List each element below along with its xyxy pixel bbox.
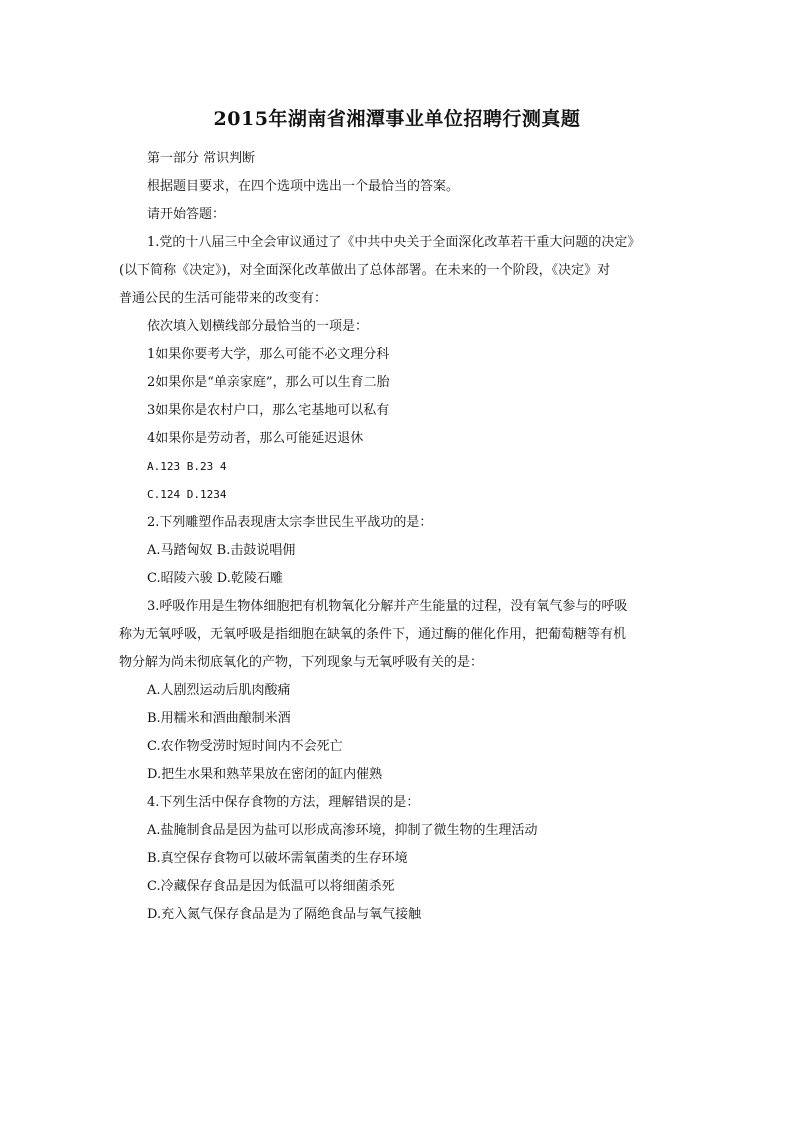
- question-4-option-b: B.真空保存食物可以破坏需氧菌类的生存环境: [147, 851, 408, 866]
- question-3-option-c: C.农作物受涝时短时间内不会死亡: [147, 739, 343, 754]
- question-3-line-1: 3.呼吸作用是生物体细胞把有机物氧化分解并产生能量的过程，没有氧气参与的呼吸: [147, 599, 628, 614]
- question-3-option-d: D.把生水果和熟苹果放在密闭的缸内催熟: [147, 767, 383, 782]
- instruction-text: 根据题目要求，在四个选项中选出一个最恰当的答案。: [147, 179, 460, 194]
- question-4-option-a: A.盐腌制食品是因为盐可以形成高渗环境，抑制了微生物的生理活动: [147, 823, 538, 838]
- question-3-line-2: 称为无氧呼吸，无氧呼吸是指细胞在缺氧的条件下，通过酶的催化作用，把葡萄糖等有机: [119, 627, 627, 642]
- part-heading: 第一部分 常识判断: [147, 151, 256, 166]
- question-1-item-1: 1如果你要考大学，那么可能不必文理分科: [147, 347, 390, 362]
- question-3-line-3: 物分解为尚未彻底氧化的产物，下列现象与无氧呼吸有关的是：: [119, 655, 484, 670]
- question-2-options-cd: C.昭陵六骏 D.乾陵石雕: [147, 571, 283, 586]
- document-title: 2015年湖南省湘潭事业单位招聘行测真题: [213, 108, 581, 130]
- start-text: 请开始答题：: [147, 207, 226, 222]
- question-1-item-3: 3如果你是农村户口，那么宅基地可以私有: [147, 403, 390, 418]
- question-2-options-ab: A.马踏匈奴 B.击鼓说唱佣: [147, 543, 296, 558]
- question-1-options-ab: A.123 B.23 4: [147, 460, 227, 473]
- question-1-line-3: 普通公民的生活可能带来的改变有：: [119, 291, 328, 306]
- question-4-option-d: D.充入氮气保存食品是为了隔绝食品与氧气接触: [147, 907, 422, 922]
- question-1: [119, 229, 667, 313]
- question-4-stem: 4.下列生活中保存食物的方法，理解错误的是：: [147, 795, 420, 810]
- question-4-option-c: C.冷藏保存食品是因为低温可以将细菌杀死: [147, 879, 395, 894]
- question-3-option-b: B.用糯米和酒曲酿制米酒: [147, 711, 291, 726]
- document-body: [119, 145, 667, 929]
- question-3: [119, 593, 667, 677]
- question-3-option-a: A.人剧烈运动后肌肉酸痛: [147, 683, 291, 698]
- question-1-line-2: (以下简称《决定》)，对全面深化改革做出了总体部署。在未来的一个阶段，《决定》对: [119, 263, 611, 278]
- question-1-item-2: 2如果你是“单亲家庭”，那么可以生育二胎: [147, 375, 390, 390]
- question-1-line-1: 1.党的十八届三中全会审议通过了《中共中央关于全面深化改革若干重大问题的决定》: [147, 235, 641, 250]
- question-1-prompt: 依次填入划横线部分最恰当的一项是：: [147, 319, 369, 334]
- question-2-stem: 2.下列雕塑作品表现唐太宗李世民生平战功的是：: [147, 515, 433, 530]
- question-1-item-4: 4如果你是劳动者，那么可能延迟退休: [147, 431, 364, 446]
- question-1-options-cd: C.124 D.1234: [147, 488, 227, 501]
